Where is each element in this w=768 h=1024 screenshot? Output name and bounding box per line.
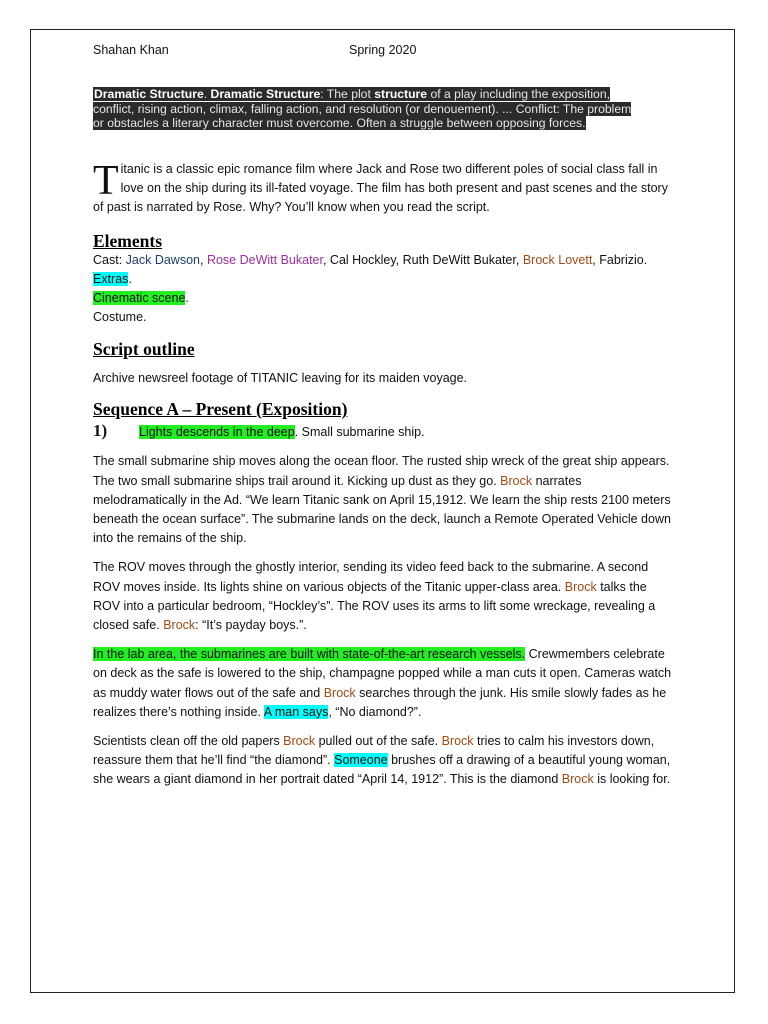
p3-text-b: searches through the junk. His smile slowly fades as he realizes there’s nothing inside. (93, 685, 667, 719)
p4-text-d: brushes off a drawing of a beautiful young woman, she wears a giant diamond in her portrait dated “April 14, 1912”. This is the diamond (93, 753, 671, 787)
p2-brock-1: Brock (564, 579, 597, 594)
cast-line: Cast: Jack Dawson, Rose DeWitt Bukater, Cal Hockley, Ruth DeWitt Bukater, Brock Lovett, Fabrizio. (93, 252, 648, 267)
p2-brock-2: Brock (163, 618, 196, 633)
outline-heading: Script outline (93, 338, 195, 359)
elements-heading: Elements (93, 230, 163, 251)
definition-bold-1: Dramatic Structure (94, 87, 204, 101)
extras-line: Extras. (93, 272, 132, 287)
definition-text-1: : The plot (320, 87, 375, 101)
p3-text-a: Crewmembers celebrate on deck as the safe is lowered to the ship, champagne popped while a man cuts it open. Cameras watch as muddy water flows out of the safe and (93, 647, 672, 700)
p3-text-c: , “No diamond?”. (328, 704, 422, 719)
header-author: Shahan Khan (93, 43, 169, 57)
intro-paragraph (93, 160, 673, 218)
definition-highlight-block (93, 87, 638, 131)
paragraph-2 (93, 558, 673, 635)
p4-text-c: tries to calm his investors down, reassure them that he’ll find “the diamond”. (93, 734, 655, 768)
p4-brock-1: Brock (283, 734, 316, 749)
definition-text-2: of a play including the exposition, conflict, rising action, climax, falling action, and resolution (or denouement). ... Conflict: The problem or obstacles a literary character must overcome. Often a struggle between opposing forces. (93, 87, 632, 131)
p4-text-b: pulled out of the safe. (315, 734, 442, 749)
cinematic-highlight: Cinematic scene (93, 291, 186, 306)
cast-cal-ruth: , Cal Hockley, Ruth DeWitt Bukater, (322, 252, 523, 267)
lights-highlight: Lights descends in the deep (139, 425, 295, 440)
p4-brock-2: Brock (441, 734, 474, 749)
cast-fabrizio: , Fabrizio. (592, 252, 648, 267)
sequence-number: 1) (93, 421, 108, 441)
lights-rest: . Small submarine ship. (294, 425, 425, 440)
p2-text-a: The ROV moves through the ghostly interior, sending its video feed back to the submarine. A second ROV moves inside. Its lights shine on various objects of the Titanic upper-class area. (93, 560, 649, 594)
extras-highlight: Extras (93, 272, 129, 287)
p4-someone-highlight: Someone (334, 753, 388, 768)
cinematic-line: Cinematic scene. (93, 291, 189, 306)
p4-text-e: is looking for. (593, 772, 671, 787)
p2-text-c: : “It’s payday boys.”. (195, 618, 307, 633)
cast-brock: Brock Lovett (522, 252, 593, 267)
costume-line: Costume. (93, 310, 147, 325)
definition-sep: . (203, 87, 211, 101)
document-body (93, 160, 673, 790)
definition-bold-3: structure (374, 87, 428, 101)
cast-jack: Jack Dawson (125, 252, 200, 267)
sequence-item-1 (93, 421, 673, 442)
p3-man-highlight: A man says (263, 704, 329, 719)
paragraph-4 (93, 732, 673, 790)
p3-brock: Brock (323, 685, 356, 700)
intro-line-2: class fall in love on the ship during its ill-fated voyage. The film has both present and past scenes and the story of past is narrated by Rose. Why? You’ll know when you read the script. (93, 162, 668, 215)
paragraph-1 (93, 452, 673, 548)
cast-rose: Rose DeWitt Bukater (206, 252, 323, 267)
cast-label: Cast: (93, 252, 126, 267)
p1-text-b: narrates melodramatically in the Ad. “We learn Titanic sank on April 15,1912. We learn the ship rests 2100 meters beneath the ocean surface”. The submarine lands on the deck, launch a Remote Operated Vehicle down into the remains of the ship. (93, 473, 671, 546)
outline-text: Archive newsreel footage of TITANIC leaving for its maiden voyage. (93, 370, 468, 385)
drop-cap: T (93, 158, 119, 204)
definition-bold-2: Dramatic Structure (210, 87, 321, 101)
p1-text-a: The small submarine ship moves along the ocean floor. The rusted ship wreck of the great ship appears. The two small submarine ships trail around it. Kicking up dust as they go. (93, 454, 670, 488)
definition-text (93, 87, 631, 130)
p2-text-b: talks the ROV into a particular bedroom, “Hockley’s”. The ROV uses its arms to lift some wreckage, revealing a closed safe. (93, 579, 656, 633)
p4-brock-3: Brock (561, 772, 594, 787)
p4-text-a: Scientists clean off the old papers (93, 734, 284, 749)
header-term: Spring 2020 (349, 43, 417, 57)
p1-brock: Brock (500, 473, 533, 488)
p3-lab-highlight: In the lab area, the submarines are built with state-of-the-art research vessels. (93, 647, 526, 662)
sequence-heading: Sequence A – Present (Exposition) (93, 399, 348, 420)
intro-line-1: itanic is a classic epic romance film where Jack and Rose two different poles of social (120, 162, 593, 176)
paragraph-3 (93, 645, 673, 722)
